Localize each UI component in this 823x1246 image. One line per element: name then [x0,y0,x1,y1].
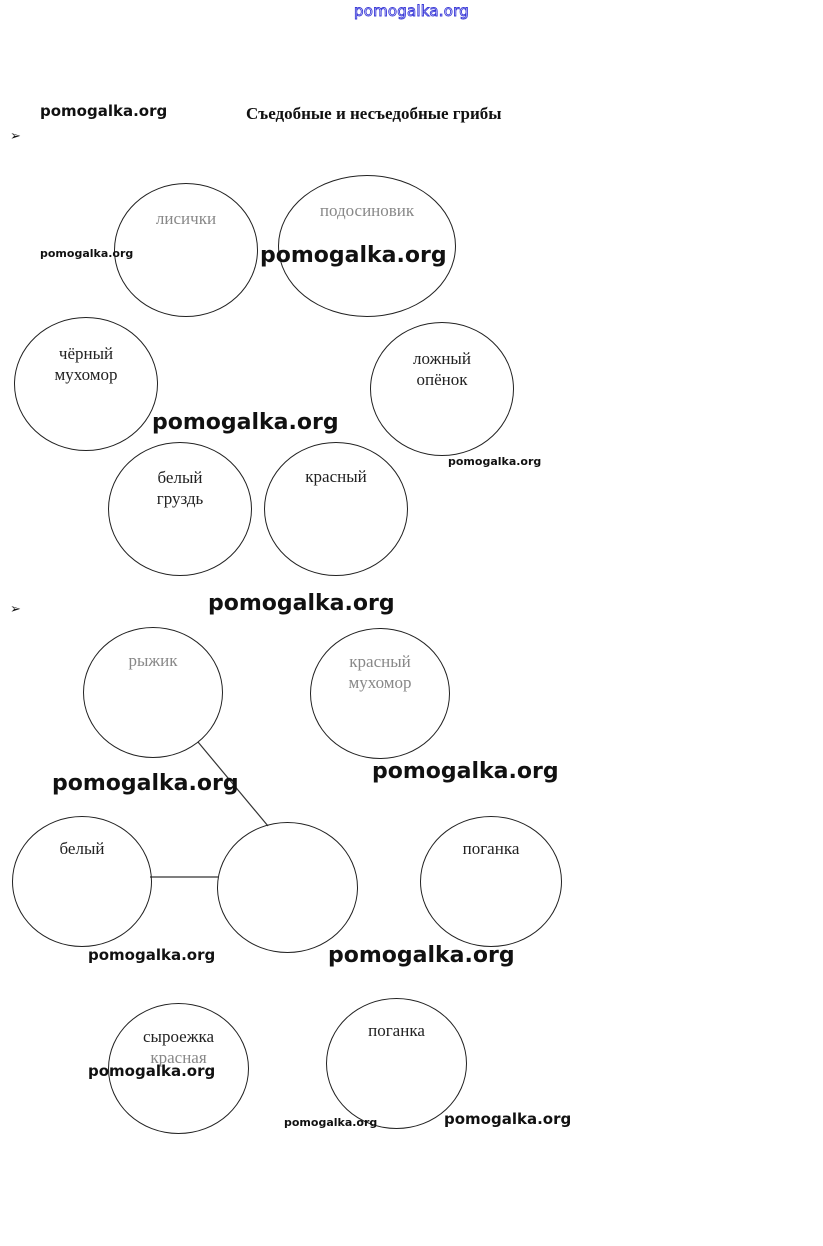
watermark: pomogalka.org [208,591,395,616]
watermark: pomogalka.org [88,946,216,964]
mushroom-circle-empty [217,822,358,953]
site-watermark-header[interactable]: pomogalka.org [354,2,469,20]
mushroom-label: поганка [368,1021,425,1040]
watermark: pomogalka.org [260,243,447,268]
watermark: pomogalka.org [284,1116,378,1129]
mushroom-label: лисички [155,209,217,228]
mushroom-label: красный [305,467,367,486]
watermark: pomogalka.org [328,943,515,968]
watermark: pomogalka.org [372,759,559,784]
mushroom-label: рыжик [128,651,178,670]
mushroom-label: поганка [462,839,520,858]
mushroom-circle-toadstool [420,816,562,947]
mushroom-circle-ryzhik [83,627,223,758]
watermark: pomogalka.org [40,247,134,260]
watermark: pomogalka.org [40,102,168,120]
mushroom-circle-white [12,816,152,947]
mushroom-label: белый [59,839,105,858]
mushroom-label: красный мухомор [348,652,412,692]
watermark: pomogalka.org [448,455,542,468]
mushroom-label: белый груздь [156,468,204,508]
watermark: pomogalka.org [444,1110,572,1128]
mushroom-label: чёрный мухомор [54,344,118,384]
watermark: pomogalka.org [52,771,239,796]
page-title: Съедобные и несъедобные грибы [246,104,502,123]
watermark: pomogalka.org [88,1062,216,1080]
mushroom-label: подосиновик [319,201,415,220]
bullet-arrow-icon: ➢ [10,602,21,617]
watermark: pomogalka.org [152,410,339,435]
bullet-arrow-icon: ➢ [10,129,21,144]
mushroom-circle-red-amanita [310,628,450,759]
mushroom-label: сыроежка красная [142,1027,214,1067]
mushroom-label: ложный опёнок [413,349,471,389]
